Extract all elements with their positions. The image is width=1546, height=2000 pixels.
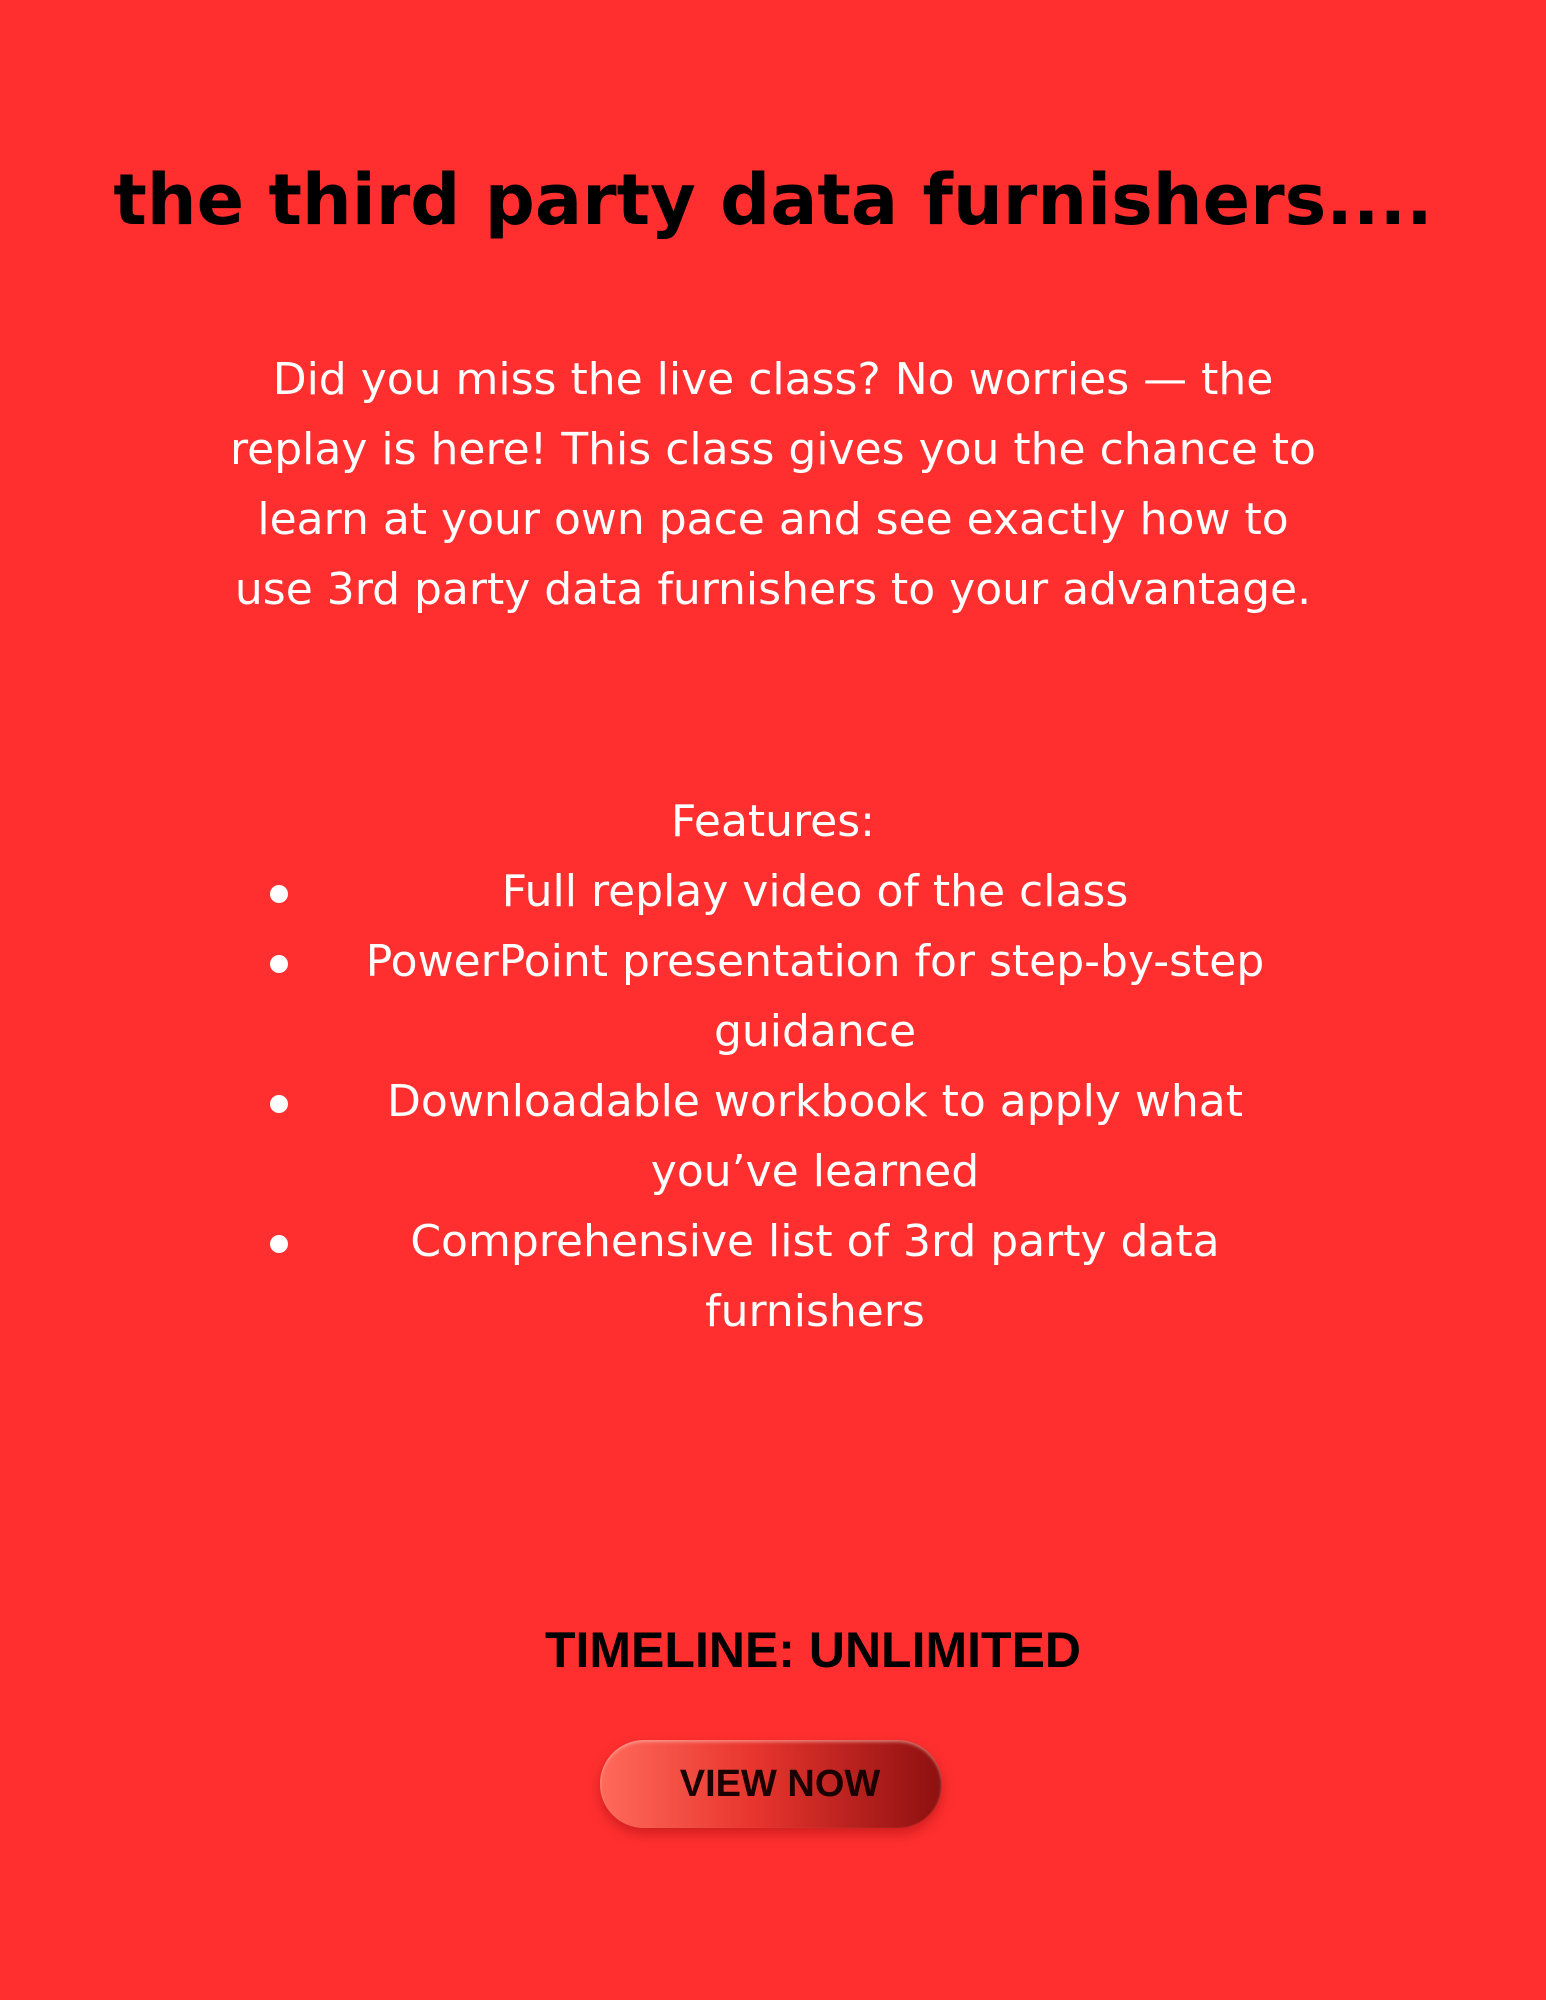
page-title: the third party data furnishers....	[113, 159, 1433, 241]
feature-text: PowerPoint presentation for step-by-step guidance	[365, 936, 1265, 1057]
list-item	[0, 857, 1546, 927]
bullet-icon	[270, 1095, 288, 1113]
list-item	[0, 1067, 1546, 1207]
feature-text: Full replay video of the class	[501, 866, 1129, 917]
list-item	[0, 1207, 1546, 1347]
feature-text: Comprehensive list of 3rd party data furnishers	[410, 1216, 1220, 1337]
bullet-icon	[270, 955, 288, 973]
features-list	[0, 857, 1546, 1347]
feature-text: Downloadable workbook to apply what you’ve learned	[387, 1076, 1243, 1197]
list-item	[0, 927, 1546, 1067]
timeline-label: TIMELINE: UNLIMITED	[544, 1622, 1082, 1678]
view-now-button[interactable]: VIEW NOW	[600, 1740, 942, 1828]
bullet-icon	[270, 885, 288, 903]
features-heading: Features:	[670, 796, 875, 847]
intro-paragraph: Did you miss the live class? No worries — the replay is here! This class gives you the chance to learn at your own pace and see exactly how to use 3rd party data furnishers to your advantage.	[230, 354, 1316, 615]
bullet-icon	[270, 1235, 288, 1253]
